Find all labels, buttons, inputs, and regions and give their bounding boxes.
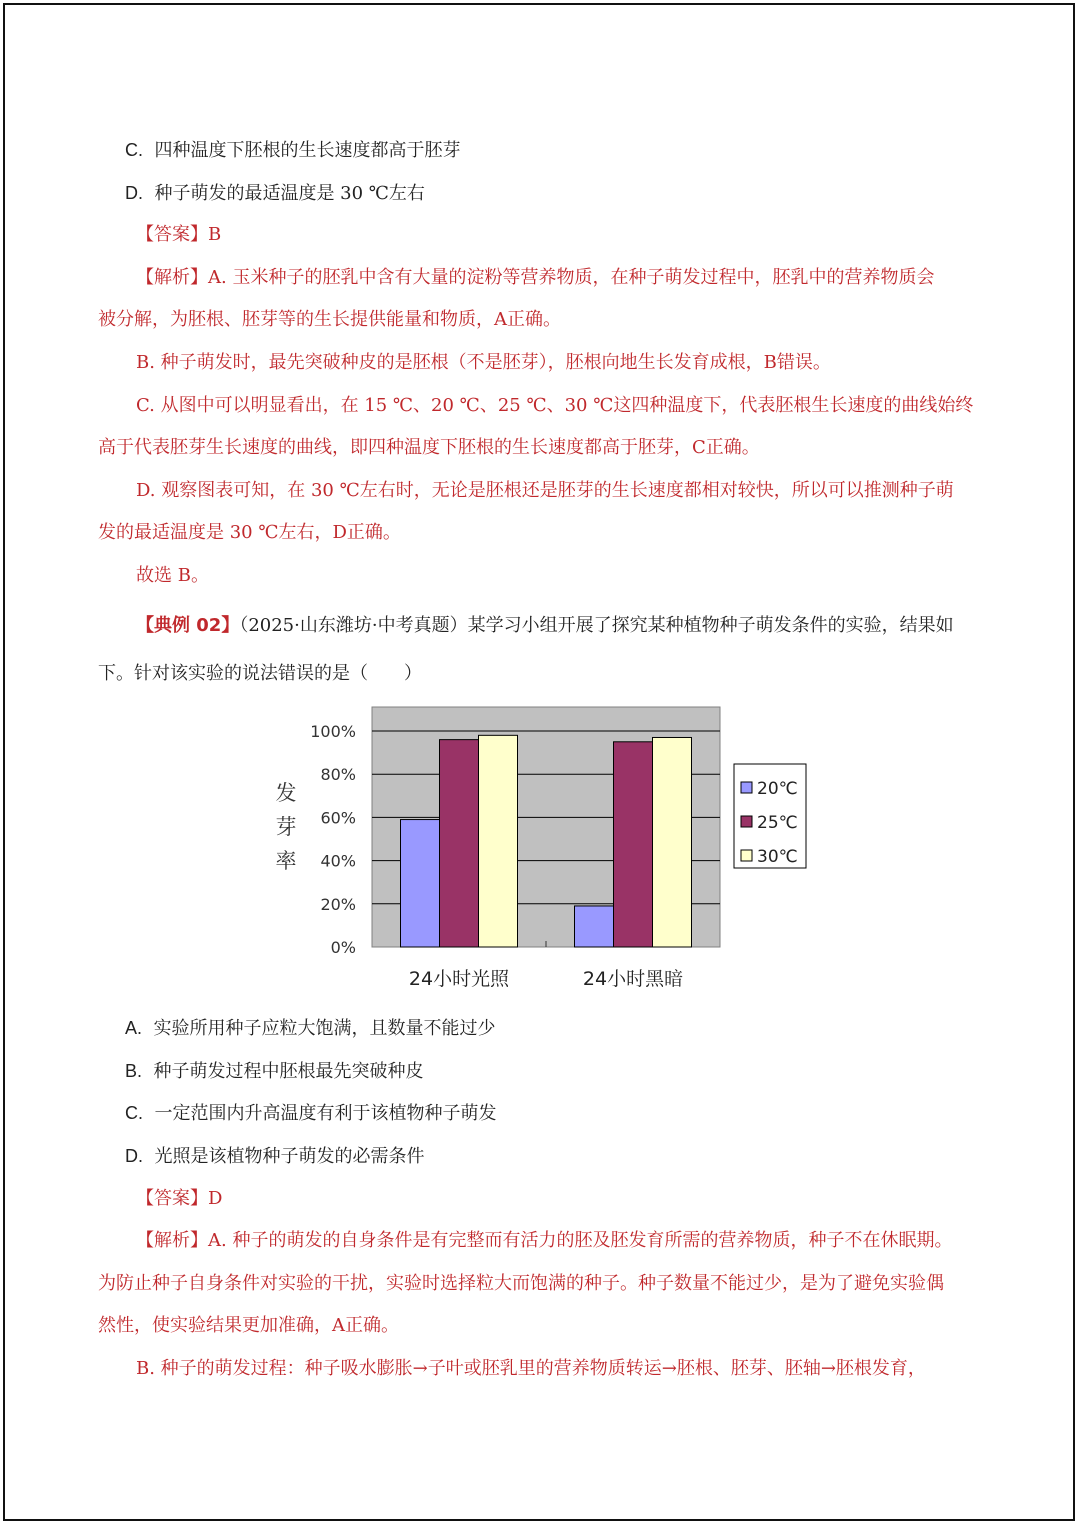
- y-tick-label: 0%: [330, 938, 356, 957]
- q1-answer: 【答案】B: [136, 224, 222, 245]
- q1-analysis-line: D. 观察图表可知，在 30 ℃左右时，无论是胚根还是胚芽的生长速度都相对较快，所以可以推测种子萌: [136, 480, 954, 501]
- q2-stem-line1: 【典例 02】（2025·山东潍坊·中考真题）某学习小组开展了探究某种植物种子萌发条件的实验，结果如: [136, 615, 954, 636]
- legend-swatch: [741, 816, 752, 827]
- q1-option-c: C. 四种温度下胚根的生长速度都高于胚芽: [125, 140, 461, 161]
- x-tick-label: 24小时黑暗: [582, 968, 684, 990]
- bar: [401, 820, 440, 947]
- q2-answer: 【答案】D: [136, 1188, 223, 1209]
- legend-label: 20℃: [757, 779, 798, 799]
- q1-option-d: D. 种子萌发的最适温度是 30 ℃左右: [125, 183, 425, 204]
- q1-analysis-line: 【解析】A. 玉米种子的胚乳中含有大量的淀粉等营养物质，在种子萌发过程中，胚乳中的营养物质会: [136, 267, 935, 288]
- q2-analysis-line: 【解析】A. 种子的萌发的自身条件是有完整而有活力的胚及胚发育所需的营养物质，种子不在休眠期。: [136, 1230, 953, 1251]
- bar: [575, 906, 614, 947]
- legend-swatch: [741, 782, 752, 793]
- legend-label: 30℃: [757, 847, 798, 867]
- q1-analysis-line: 故选 B。: [136, 565, 209, 586]
- y-axis-label: 芽: [275, 815, 297, 839]
- q1-analysis-line: B. 种子萌发时，最先突破种皮的是胚根（不是胚芽），胚根向地生长发育成根，B错误。: [136, 352, 831, 373]
- bar: [440, 740, 479, 947]
- q1-analysis-line: 被分解，为胚根、胚芽等的生长提供能量和物质，A正确。: [98, 309, 561, 330]
- germination-chart-svg: [260, 700, 820, 1000]
- y-axis-label: 发: [275, 781, 297, 805]
- y-tick-label: 100%: [310, 722, 356, 741]
- q2-analysis-line: 然性，使实验结果更加准确，A正确。: [98, 1315, 399, 1336]
- q2-tag: 【典例 02】: [136, 615, 240, 636]
- legend-swatch: [741, 850, 752, 861]
- legend-label: 25℃: [757, 813, 798, 833]
- y-tick-label: 40%: [320, 851, 356, 871]
- q2-option-c: C. 一定范围内升高温度有利于该植物种子萌发: [125, 1103, 497, 1124]
- germination-chart: [260, 700, 820, 1000]
- q2-analysis-line: 为防止种子自身条件对实验的干扰，实验时选择粒大而饱满的种子。种子数量不能过少，是为了避免实验偶: [98, 1273, 944, 1294]
- x-tick-label: 24小时光照: [408, 968, 510, 990]
- y-tick-label: 20%: [320, 894, 356, 914]
- q2-analysis-line: B. 种子的萌发过程：种子吸水膨胀→子叶或胚乳里的营养物质转运→胚根、胚芽、胚轴→胚根发育，: [136, 1358, 926, 1379]
- q2-stem-line2: 下。针对该实验的说法错误的是（ ）: [98, 663, 422, 684]
- bar: [614, 742, 653, 947]
- q2-option-a: A. 实验所用种子应粒大饱满，且数量不能过少: [125, 1018, 496, 1039]
- y-axis-label: 率: [275, 849, 297, 873]
- q2-option-b: B. 种子萌发过程中胚根最先突破种皮: [125, 1061, 424, 1082]
- bar: [653, 737, 692, 947]
- q1-analysis-line: 高于代表胚芽生长速度的曲线，即四种温度下胚根的生长速度都高于胚芽，C正确。: [98, 437, 760, 458]
- y-tick-label: 60%: [320, 808, 356, 828]
- q1-analysis-line: C. 从图中可以明显看出，在 15 ℃、20 ℃、25 ℃、30 ℃这四种温度下，代表胚根生长速度的曲线始终: [136, 395, 974, 416]
- bar: [479, 735, 518, 947]
- y-tick-label: 80%: [320, 765, 356, 785]
- q1-analysis-line: 发的最适温度是 30 ℃左右，D正确。: [98, 522, 401, 543]
- q2-option-d: D. 光照是该植物种子萌发的必需条件: [125, 1146, 425, 1167]
